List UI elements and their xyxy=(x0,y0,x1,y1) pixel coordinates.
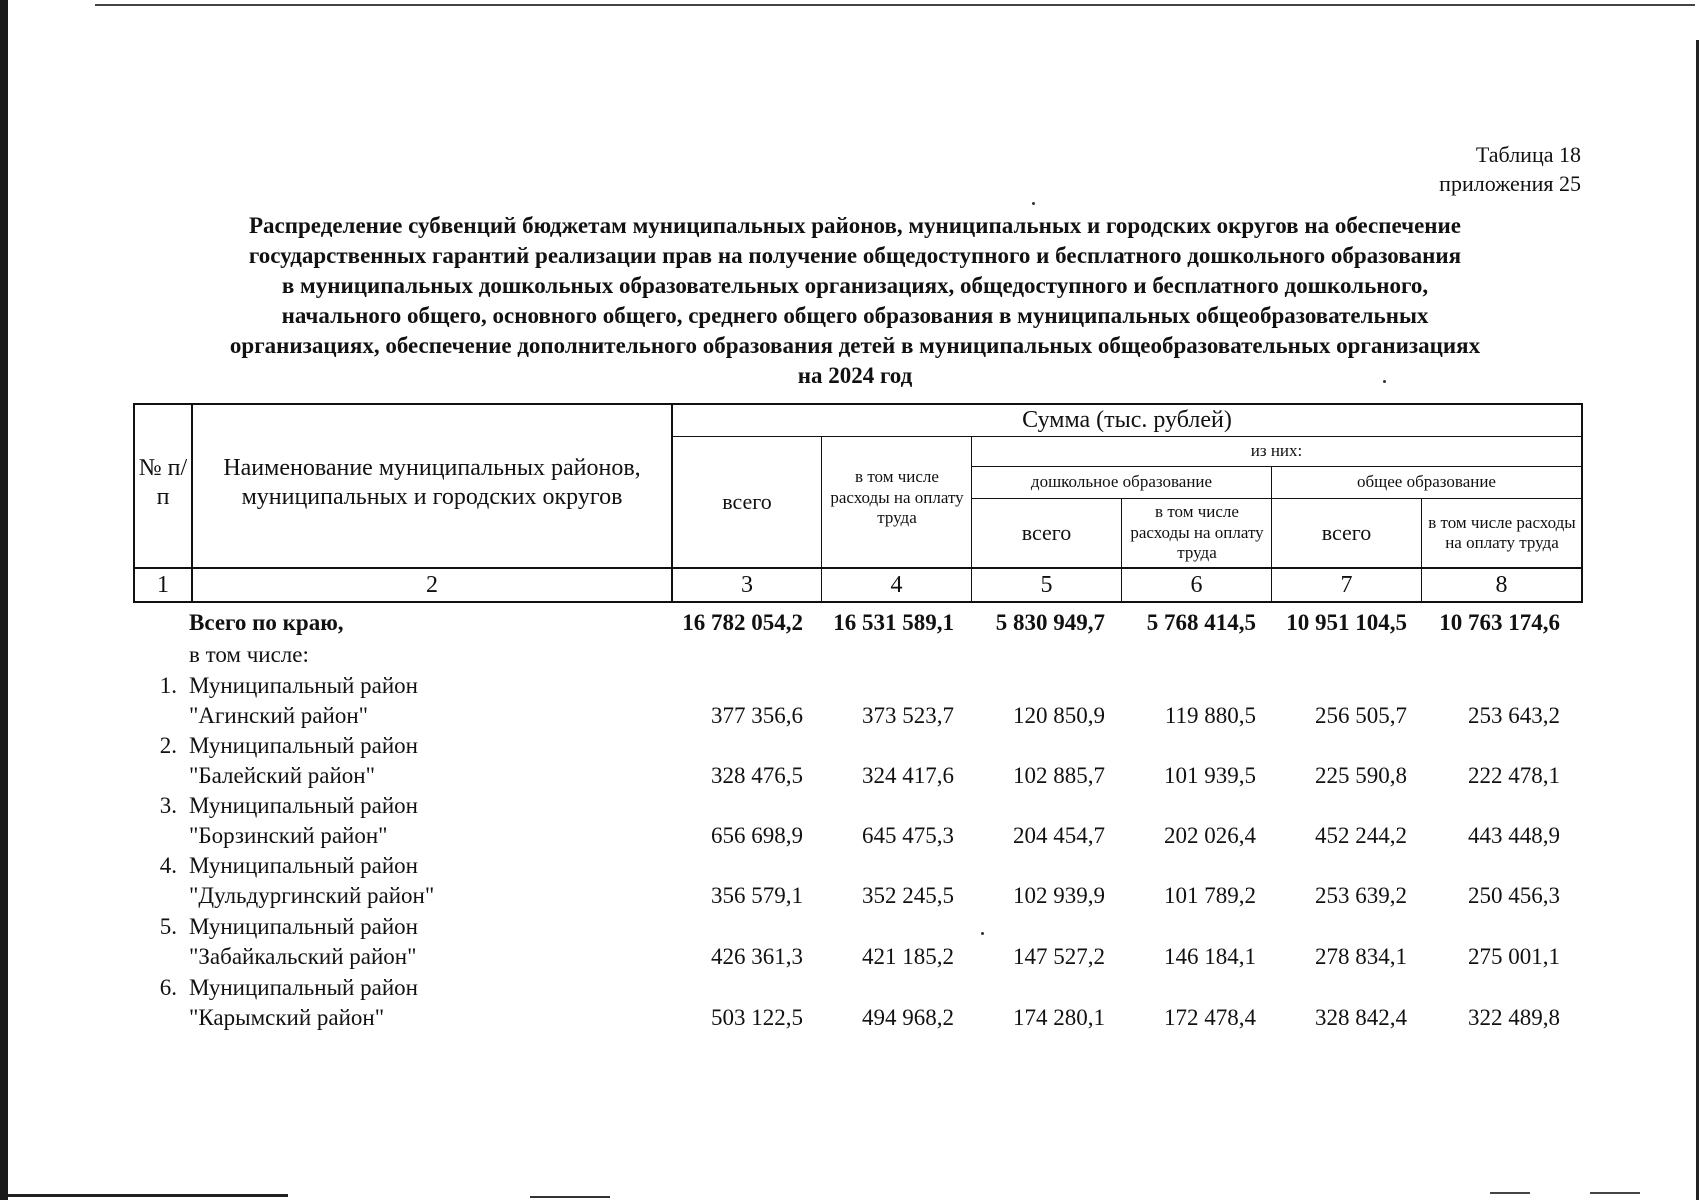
header-no: № п/п xyxy=(138,455,188,510)
header-gen-labor: в том числе расходы на оплату труда xyxy=(1428,512,1576,552)
value-cell: 204 454,7 xyxy=(1013,823,1105,848)
table-row xyxy=(133,793,1583,823)
row-name-line1: Муниципальный район xyxy=(189,733,418,758)
value-cell: 503 122,5 xyxy=(711,1005,803,1030)
row-number: 2. xyxy=(159,733,177,758)
row-number: 3. xyxy=(159,793,177,818)
value-cell: 656 698,9 xyxy=(711,823,803,848)
value-cell: 5 768 414,5 xyxy=(1146,610,1256,635)
row-name-line1: Муниципальный район xyxy=(189,793,418,818)
summary-row xyxy=(133,610,1583,640)
row-name-line2: "Агинский район" xyxy=(189,703,369,728)
scan-edge xyxy=(95,4,1695,6)
table-row xyxy=(133,975,1583,1005)
title-line: на 2024 год xyxy=(797,363,913,388)
table-number-line: Таблица 18 xyxy=(1475,142,1581,167)
row-name-line2: "Забайкальский район" xyxy=(189,944,417,969)
value-cell: 645 475,3 xyxy=(862,823,954,848)
value-cell: 322 489,8 xyxy=(1468,1005,1560,1030)
value-cell: 421 185,2 xyxy=(862,944,954,969)
value-cell: 494 968,2 xyxy=(862,1005,954,1030)
header-incl-labor: в том числе расходы на оплату труда xyxy=(830,467,964,528)
document-title xyxy=(130,211,1580,391)
value-cell: 101 789,2 xyxy=(1164,883,1256,908)
value-cell: 373 523,7 xyxy=(862,703,954,728)
summary-label: Всего по краю, xyxy=(189,610,344,635)
summary-subrow xyxy=(133,642,1583,672)
value-cell: 101 939,5 xyxy=(1164,763,1256,788)
col-number: 3 xyxy=(741,571,753,598)
row-name-line1: Муниципальный район xyxy=(189,975,418,1000)
value-cell: 225 590,8 xyxy=(1315,763,1407,788)
row-number: 5. xyxy=(159,914,177,939)
value-cell: 377 356,6 xyxy=(711,703,803,728)
scan-edge xyxy=(0,0,8,1200)
header-name: Наименование муниципальных районов, муниципальных и городских округов xyxy=(223,455,641,510)
table-row-values xyxy=(133,703,1583,733)
table-row-values xyxy=(133,944,1583,974)
value-cell: 356 579,1 xyxy=(711,883,803,908)
row-name-line1: Муниципальный район xyxy=(189,914,418,939)
title-line: государственных гарантий реализации прав на получение общедоступного и бесплатного дошкольного образования xyxy=(248,243,1462,268)
value-cell: 16 531 589,1 xyxy=(833,610,954,635)
title-line: в муниципальных дошкольных образовательных организациях, общедоступного и бесплатного дошкольного, xyxy=(281,273,1429,298)
title-line: начального общего, основного общего, среднего общего образования в муниципальных общеобразовательных xyxy=(281,303,1429,328)
value-cell: 452 244,2 xyxy=(1315,823,1407,848)
row-number: 1. xyxy=(159,673,177,698)
scan-mark xyxy=(530,1196,610,1198)
value-cell: 10 951 104,5 xyxy=(1286,610,1407,635)
row-name-line1: Муниципальный район xyxy=(189,673,418,698)
col-number: 1 xyxy=(157,571,169,598)
header-preschool: дошкольное образование xyxy=(1030,472,1213,492)
value-cell: 102 939,9 xyxy=(1013,883,1105,908)
value-cell: 253 639,2 xyxy=(1315,883,1407,908)
title-line: Распределение субвенций бюджетам муниципальных районов, муниципальных и городских округов на обеспечение xyxy=(248,213,1462,238)
row-name-line1: Муниципальный район xyxy=(189,853,418,878)
value-cell: 120 850,9 xyxy=(1013,703,1105,728)
value-cell: 10 763 174,6 xyxy=(1439,610,1560,635)
value-cell: 172 478,4 xyxy=(1164,1005,1256,1030)
table-row-values xyxy=(133,823,1583,853)
value-cell: 102 885,7 xyxy=(1013,763,1105,788)
value-cell: 328 476,5 xyxy=(711,763,803,788)
header-pre-labor: в том числе расходы на оплату труда xyxy=(1130,502,1264,563)
value-cell: 16 782 054,2 xyxy=(682,610,803,635)
row-number: 6. xyxy=(159,975,177,1000)
value-cell: 202 026,4 xyxy=(1164,823,1256,848)
table-row xyxy=(133,853,1583,883)
col-number: 8 xyxy=(1495,571,1508,598)
header-sum: Сумма (тыс. рублей) xyxy=(1022,407,1232,434)
value-cell: 250 456,3 xyxy=(1468,883,1560,908)
col-number: 2 xyxy=(426,571,438,598)
table-number xyxy=(1439,140,1581,198)
table-row-values xyxy=(133,1005,1583,1035)
summary-sublabel: в том числе: xyxy=(189,642,309,667)
col-number: 5 xyxy=(1040,571,1053,598)
value-cell: 174 280,1 xyxy=(1013,1005,1105,1030)
value-cell: 328 842,4 xyxy=(1315,1005,1407,1030)
row-name-line2: "Дульдургинский район" xyxy=(189,883,435,908)
value-cell: 253 643,2 xyxy=(1468,703,1560,728)
title-line: организациях, обеспечение дополнительного образования детей в муниципальных общеобразовательных организациях xyxy=(229,333,1481,358)
table-row-values xyxy=(133,883,1583,913)
row-name-line2: "Балейский район" xyxy=(189,763,375,788)
table-row xyxy=(133,914,1583,944)
value-cell: 352 245,5 xyxy=(862,883,954,908)
row-number: 4. xyxy=(159,853,177,878)
scan-mark xyxy=(1590,1192,1640,1194)
value-cell: 146 184,1 xyxy=(1164,944,1256,969)
col-number: 6 xyxy=(1190,571,1203,598)
appendix-line: приложения 25 xyxy=(1439,171,1581,196)
col-number: 4 xyxy=(890,571,903,598)
value-cell: 275 001,1 xyxy=(1468,944,1560,969)
value-cell: 147 527,2 xyxy=(1013,944,1105,969)
header-of-which: из них: xyxy=(1250,441,1303,461)
header-gen-total: всего xyxy=(1321,519,1372,545)
value-cell: 222 478,1 xyxy=(1468,763,1560,788)
scan-mark xyxy=(1490,1192,1530,1194)
scan-edge xyxy=(8,1194,288,1197)
scan-speck xyxy=(1032,202,1035,205)
value-cell: 443 448,9 xyxy=(1468,823,1560,848)
row-name-line2: "Карымский район" xyxy=(189,1005,385,1030)
value-cell: 278 834,1 xyxy=(1315,944,1407,969)
col-number: 7 xyxy=(1340,571,1353,598)
value-cell: 119 880,5 xyxy=(1164,703,1256,728)
value-cell: 324 417,6 xyxy=(862,763,954,788)
value-cell: 5 830 949,7 xyxy=(995,610,1105,635)
table-header xyxy=(133,403,1583,603)
table-row-values xyxy=(133,763,1583,793)
value-cell: 426 361,3 xyxy=(711,944,803,969)
row-name-line2: "Борзинский район" xyxy=(189,823,388,848)
table-row xyxy=(133,733,1583,763)
header-total: всего xyxy=(722,488,772,514)
header-general: общее образование xyxy=(1357,472,1496,492)
header-pre-total: всего xyxy=(1021,519,1072,545)
table-row xyxy=(133,673,1583,703)
value-cell: 256 505,7 xyxy=(1315,703,1407,728)
